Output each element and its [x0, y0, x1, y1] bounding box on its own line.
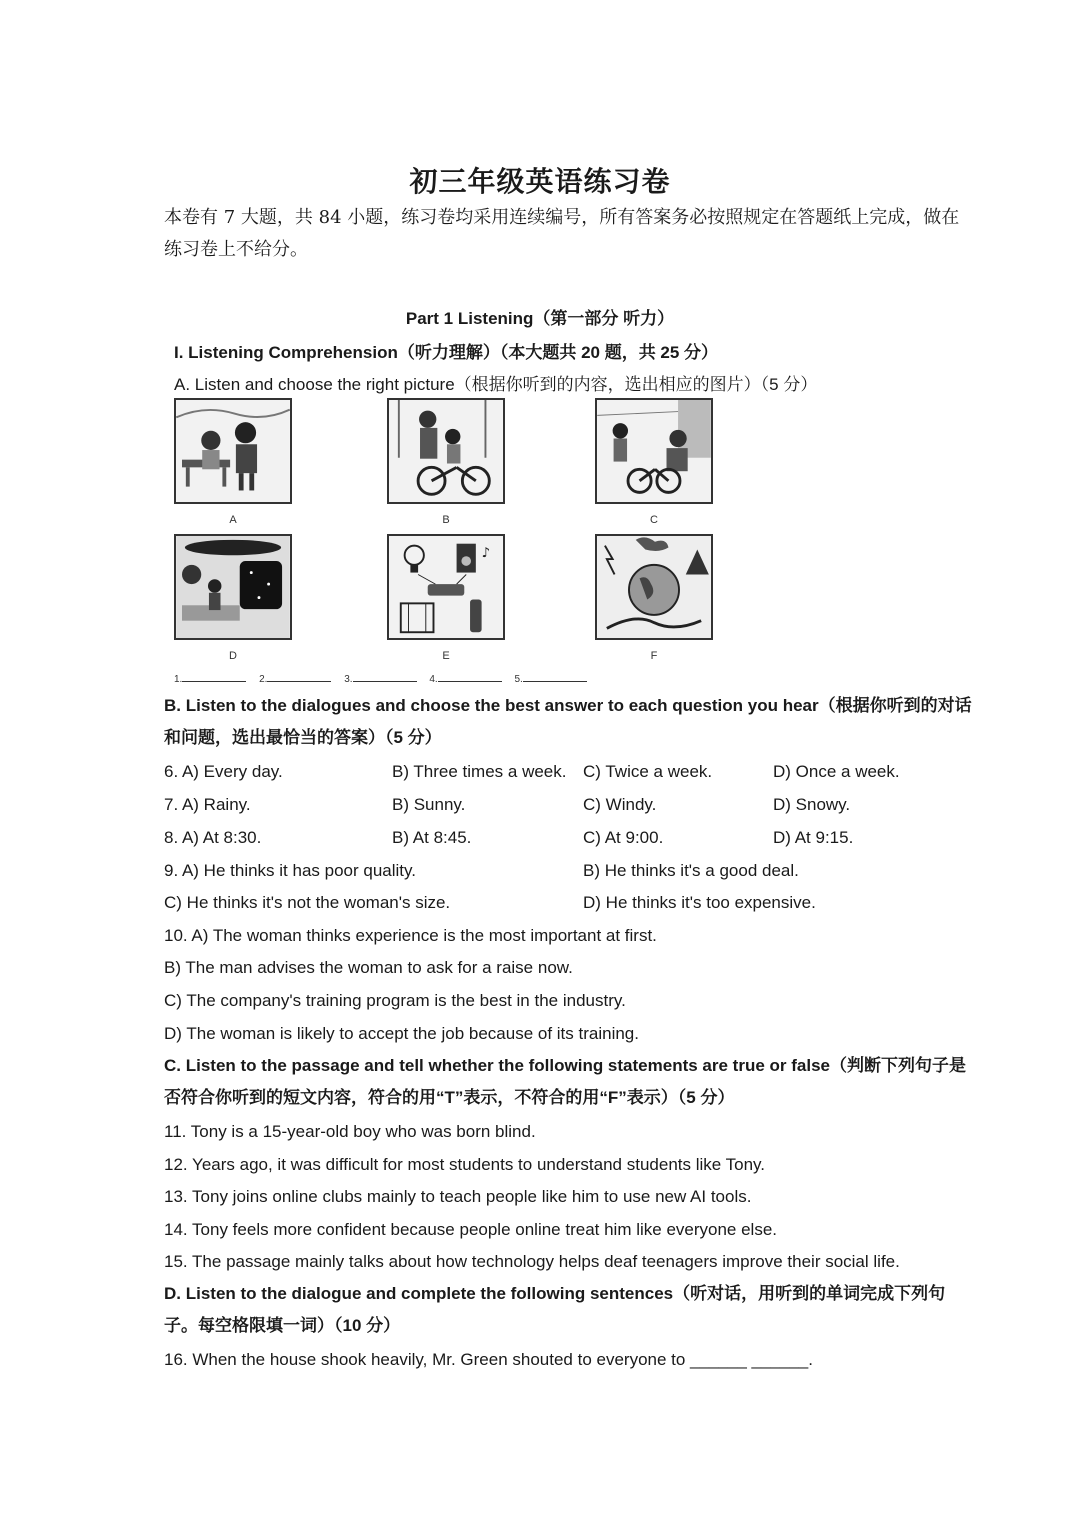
picture-a-label: A [229, 514, 237, 526]
q8-option-b: B) At 8:45. [392, 828, 472, 847]
q14-statement: 14. Tony feels more confident because people online treat him like everyone else. [164, 1220, 778, 1239]
picture-f-label: F [650, 650, 658, 662]
answer-blank[interactable] [438, 681, 502, 682]
friends-on-bench-illustration [176, 400, 290, 502]
q13-statement: 13. Tony joins online clubs mainly to teach people like him to use new AI tools. [164, 1187, 752, 1206]
subsection-c-heading: C. Listen to the passage and tell whether the following statements are true or false（判断下列句子是否符合你听到的短文内容，符合的用“T”表示，不符合的用“F”表示）（5 分） [164, 1056, 966, 1107]
page-title: 初三年级英语练习卷 [409, 165, 671, 198]
picture-c [595, 398, 713, 504]
answer-blank[interactable] [523, 681, 587, 682]
repairing-bike-illustration [597, 400, 711, 502]
father-teaching-bike-illustration [389, 400, 503, 502]
q7-option-b: B) Sunny. [392, 795, 466, 814]
q6-option-a: 6. A) Every day. [164, 762, 283, 781]
answer-blank[interactable] [182, 681, 246, 682]
section-heading: I. Listening Comprehension（听力理解）（本大题共 20 题，共 25 分） [174, 343, 719, 362]
instructions: 本卷有 7 大题，共 84 小题，练习卷均采用连续编号，所有答案务必按照规定在答题纸上完成，做在练习卷上不给分。 [164, 207, 960, 260]
picture-e-label: E [442, 650, 450, 662]
answer-blanks [174, 674, 597, 685]
q10-option-c: C) The company's training program is the best in the industry. [164, 991, 626, 1010]
picture-e [387, 534, 505, 640]
picture-b-label: B [442, 514, 450, 526]
space-station-illustration [176, 536, 290, 638]
part-heading: Part 1 Listening（第一部分 听力） [405, 309, 675, 328]
q11-statement: 11. Tony is a 15-year-old boy who was born blind. [164, 1122, 536, 1141]
subsection-d-heading: D. Listen to the dialogue and complete the following sentences（听对话，用听到的单词完成下列句子。每空格限填一词）（10 分） [164, 1284, 946, 1335]
svg-text:♪: ♪ [481, 545, 491, 562]
blank-label: 2. [259, 674, 268, 685]
q9-option-d: D) He thinks it's too expensive. [583, 893, 816, 912]
q15-statement: 15. The passage mainly talks about how technology helps deaf teenagers improve their social life. [164, 1252, 900, 1271]
q8-option-c: C) At 9:00. [583, 828, 664, 847]
q9-option-c: C) He thinks it's not the woman's size. [164, 893, 451, 912]
blank-label: 3. [344, 674, 353, 685]
picture-d [174, 534, 292, 640]
answer-blank[interactable] [353, 681, 417, 682]
q10-option-a: 10. A) The woman thinks experience is the most important at first. [164, 926, 657, 945]
q10-option-b: B) The man advises the woman to ask for a raise now. [164, 958, 573, 977]
q6-option-d: D) Once a week. [773, 762, 900, 781]
q16-sentence: 16. When the house shook heavily, Mr. Green shouted to everyone to ______ ______. [164, 1350, 813, 1369]
smart-home-devices-illustration [389, 536, 503, 638]
q6-option-b: B) Three times a week. [392, 762, 567, 781]
q9-option-a: 9. A) He thinks it has poor quality. [164, 861, 416, 880]
picture-c-label: C [650, 514, 658, 526]
blank-label: 1. [174, 674, 183, 685]
q10-option-d: D) The woman is likely to accept the job because of its training. [164, 1024, 639, 1043]
q6-option-c: C) Twice a week. [583, 762, 713, 781]
earth-disasters-illustration [597, 536, 711, 638]
q7-option-a: 7. A) Rainy. [164, 795, 251, 814]
subsection-b-heading: B. Listen to the dialogues and choose the best answer to each question you hear（根据你听到的对话和问题，选出最恰当的答案）（5 分） [164, 696, 972, 747]
answer-blank[interactable] [267, 681, 331, 682]
q9-option-b: B) He thinks it's a good deal. [583, 861, 799, 880]
picture-b [387, 398, 505, 504]
subsection-a-heading: A. Listen and choose the right picture（根据你听到的内容，选出相应的图片）（5 分） [174, 375, 818, 394]
blank-label: 5. [514, 674, 523, 685]
picture-d-label: D [229, 650, 237, 662]
picture-f [595, 534, 713, 640]
q8-option-a: 8. A) At 8:30. [164, 828, 262, 847]
blank-label: 4. [429, 674, 438, 685]
q7-option-c: C) Windy. [583, 795, 657, 814]
q12-statement: 12. Years ago, it was difficult for most students to understand students like Tony. [164, 1155, 766, 1174]
picture-a [174, 398, 292, 504]
q7-option-d: D) Snowy. [773, 795, 851, 814]
q8-option-d: D) At 9:15. [773, 828, 854, 847]
